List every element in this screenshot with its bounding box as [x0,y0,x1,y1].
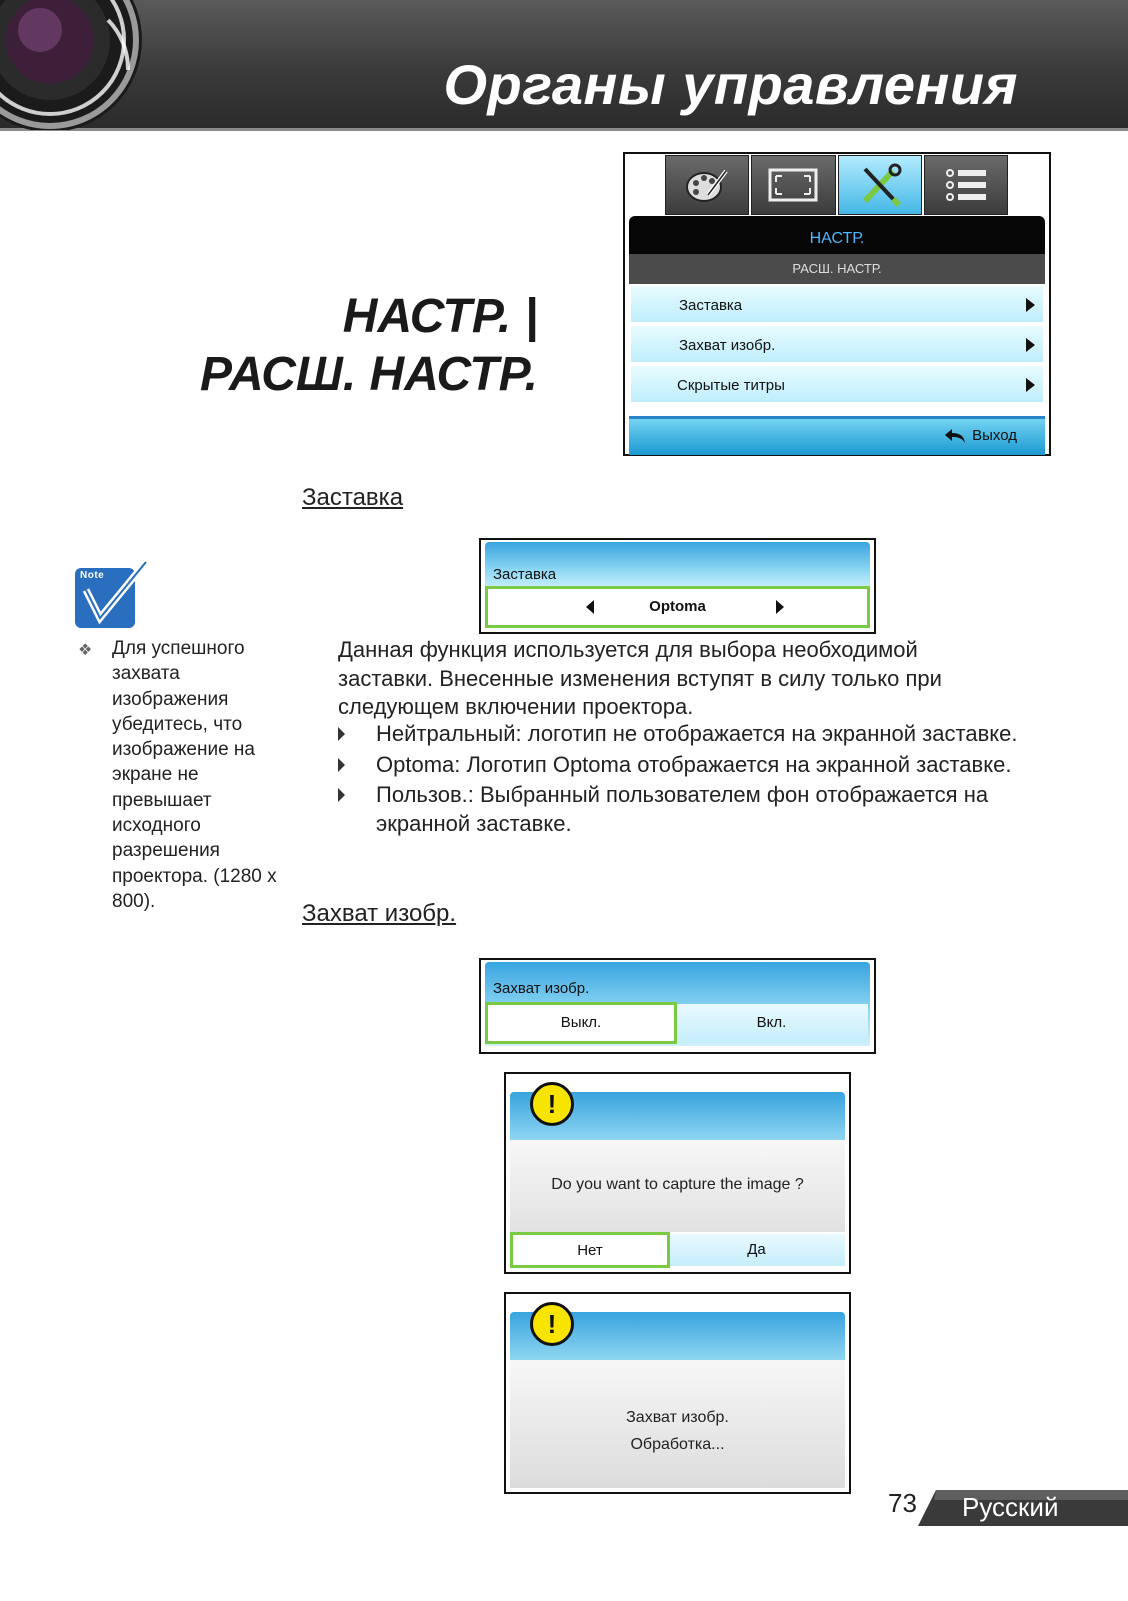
osd-menu-title: НАСТР. [629,216,1045,254]
zastavka-value: Optoma [649,598,706,615]
box-caption: Заставка [493,566,557,583]
bullet-item: Пользов.: Выбранный пользователем фон отображается на экранной заставке. [338,781,1018,838]
screen-icon [768,167,818,203]
menu-item-capture[interactable] [631,326,1043,364]
tools-icon [857,163,903,207]
warning-icon: ! [530,1082,574,1126]
chevron-right-icon [1026,298,1035,312]
menu-item-label: Заставка [679,297,743,314]
capture-box [479,958,876,1054]
section-title [200,288,538,404]
osd-tab-bar [665,155,1010,215]
palette-icon [684,165,730,205]
zastavka-box [479,538,876,634]
subsection-heading-capture: Захват изобр. [302,900,457,927]
zastavka-description: Данная функция используется для выбора необходимой заставки. Внесенные изменения вступят в силу только при следующем включении проектора. [338,637,942,719]
option-off-button[interactable] [485,1002,677,1044]
tab-options[interactable] [924,155,1008,215]
progress-line-1: Захват изобр. [626,1409,729,1426]
exit-button[interactable] [944,427,1017,444]
progress-line-2: Обработка... [630,1436,725,1453]
header-divider [0,128,1128,131]
no-button[interactable] [510,1232,670,1268]
yes-button[interactable] [668,1234,845,1266]
menu-item-label: Захват изобр. [679,337,776,354]
menu-item-label: Скрытые титры [677,377,785,394]
note-badge-label: Note [80,570,105,581]
zastavka-box-bar [485,542,870,590]
bullet-arrow-icon [338,758,345,772]
tab-image[interactable] [665,155,749,215]
warning-icon: ! [530,1302,574,1346]
page-number: 73 [888,1488,917,1518]
section-title-line2: РАСШ. НАСТР. [199,348,538,401]
osd-menu [623,152,1051,456]
capture-confirm-dialog [504,1072,851,1274]
tab-setup[interactable] [838,155,922,215]
osd-footer [629,416,1045,455]
option-on-button[interactable] [675,1004,868,1042]
arrow-right-icon[interactable] [776,600,784,614]
bullet-item: Нейтральный: логотип не отображается на экранной заставке. [338,720,1018,749]
progress-message [510,1404,845,1458]
capture-progress-dialog [504,1292,851,1494]
tab-display[interactable] [751,155,835,215]
return-icon [944,428,966,444]
diamond-bullet-icon: ❖ [78,642,93,659]
subsection-heading-zastavka: Заставка [302,484,404,511]
menu-item-zastavka[interactable] [631,286,1043,324]
no-label: Нет [577,1242,603,1259]
zastavka-selector[interactable] [485,586,870,628]
zastavka-bullets [338,720,1018,839]
chevron-right-icon [1026,338,1035,352]
menu-item-captions[interactable] [631,366,1043,404]
option-on-label: Вкл. [756,1014,787,1031]
note-text: Для успешного захвата изображения убедитесь, что изображение на экране не превышает исходного разрешения проектора. (1280 x 800). [112,638,277,912]
dialog-question: Do you want to capture the image ? [551,1176,804,1193]
bullet-arrow-icon [338,727,345,741]
bullet-item: Optoma: Логотип Optoma отображается на экранной заставке. [338,751,1018,780]
page-title: Органы управления [443,53,1018,116]
osd-submenu-title: РАСШ. НАСТР. [629,254,1045,284]
dialog-body [510,1140,845,1232]
box-caption: Захват изобр. [493,980,590,997]
dialog-body [510,1360,845,1488]
exit-label: Выход [972,427,1017,444]
bullet-arrow-icon [338,788,345,802]
option-off-label: Выкл. [560,1014,602,1031]
footer-language: Русский [962,1492,1059,1522]
chevron-right-icon [1026,378,1035,392]
list-icon [944,165,988,205]
section-title-line1: НАСТР. | [342,290,538,343]
note-icon [74,560,150,635]
lens-graphic [0,0,150,130]
yes-label: Да [747,1241,766,1258]
